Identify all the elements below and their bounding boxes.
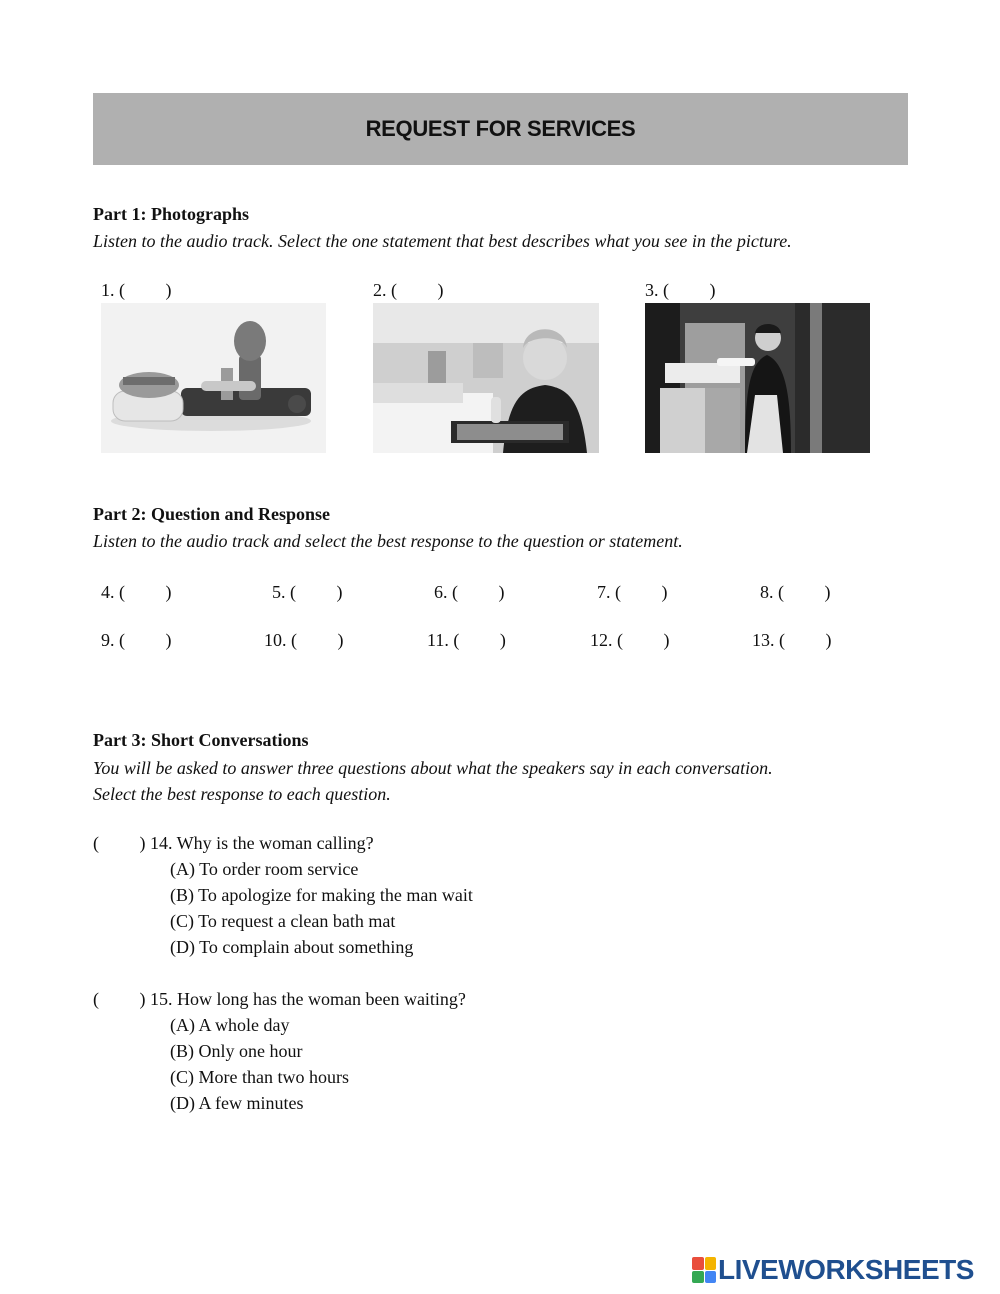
answer-blank-11[interactable]: 11. ( )	[427, 630, 506, 650]
question-15-stem[interactable]: ( ) 15. How long has the woman been waiting?	[93, 989, 466, 1009]
part2-title: Part 2: Question and Response	[93, 504, 331, 524]
toiletries-photo	[101, 303, 326, 453]
part1-title: Part 1: Photographs	[93, 204, 249, 224]
housekeeper-photo	[645, 303, 870, 453]
answer-blank-3[interactable]: 3. ( )	[645, 280, 716, 300]
part3-instruction-line2: Select the best response to each question.	[93, 784, 391, 804]
page-title: REQUEST FOR SERVICES	[365, 116, 636, 141]
question-14-option-b: (B) To apologize for making the man wait	[170, 885, 473, 905]
answer-blank-4[interactable]: 4. ( )	[101, 582, 172, 602]
logo-text: LIVEWORKSHEETS	[718, 1254, 974, 1285]
answer-blank-5[interactable]: 5. ( )	[272, 582, 343, 602]
answer-blank-6[interactable]: 6. ( )	[434, 582, 505, 602]
answer-blank-13[interactable]: 13. ( )	[752, 630, 832, 650]
title-banner	[93, 93, 908, 165]
question-14-option-a: (A) To order room service	[170, 859, 359, 879]
liveworksheets-logo-icon	[692, 1257, 716, 1283]
answer-blank-12[interactable]: 12. ( )	[590, 630, 670, 650]
question-15-option-d: (D) A few minutes	[170, 1093, 304, 1113]
answer-blank-7[interactable]: 7. ( )	[597, 582, 668, 602]
question-15-option-c: (C) More than two hours	[170, 1067, 349, 1087]
part3-instruction-line1: You will be asked to answer three questions about what the speakers say in each conversation.	[93, 758, 773, 778]
answer-blank-1[interactable]: 1. ( )	[101, 280, 172, 300]
answer-blank-9[interactable]: 9. ( )	[101, 630, 172, 650]
question-14-option-d: (D) To complain about something	[170, 937, 414, 957]
part3-title: Part 3: Short Conversations	[93, 730, 309, 750]
question-15-option-b: (B) Only one hour	[170, 1041, 303, 1061]
liveworksheets-logo	[692, 1253, 974, 1287]
question-14-stem[interactable]: ( ) 14. Why is the woman calling?	[93, 833, 374, 853]
question-14-option-c: (C) To request a clean bath mat	[170, 911, 396, 931]
answer-blank-10[interactable]: 10. ( )	[264, 630, 344, 650]
room-service-photo	[373, 303, 599, 453]
answer-blank-8[interactable]: 8. ( )	[760, 582, 831, 602]
answer-blank-2[interactable]: 2. ( )	[373, 280, 444, 300]
question-15-option-a: (A) A whole day	[170, 1015, 290, 1035]
part1-instruction: Listen to the audio track. Select the one statement that best describes what you see in the picture.	[93, 231, 792, 251]
part2-instruction: Listen to the audio track and select the best response to the question or statement.	[93, 531, 683, 551]
